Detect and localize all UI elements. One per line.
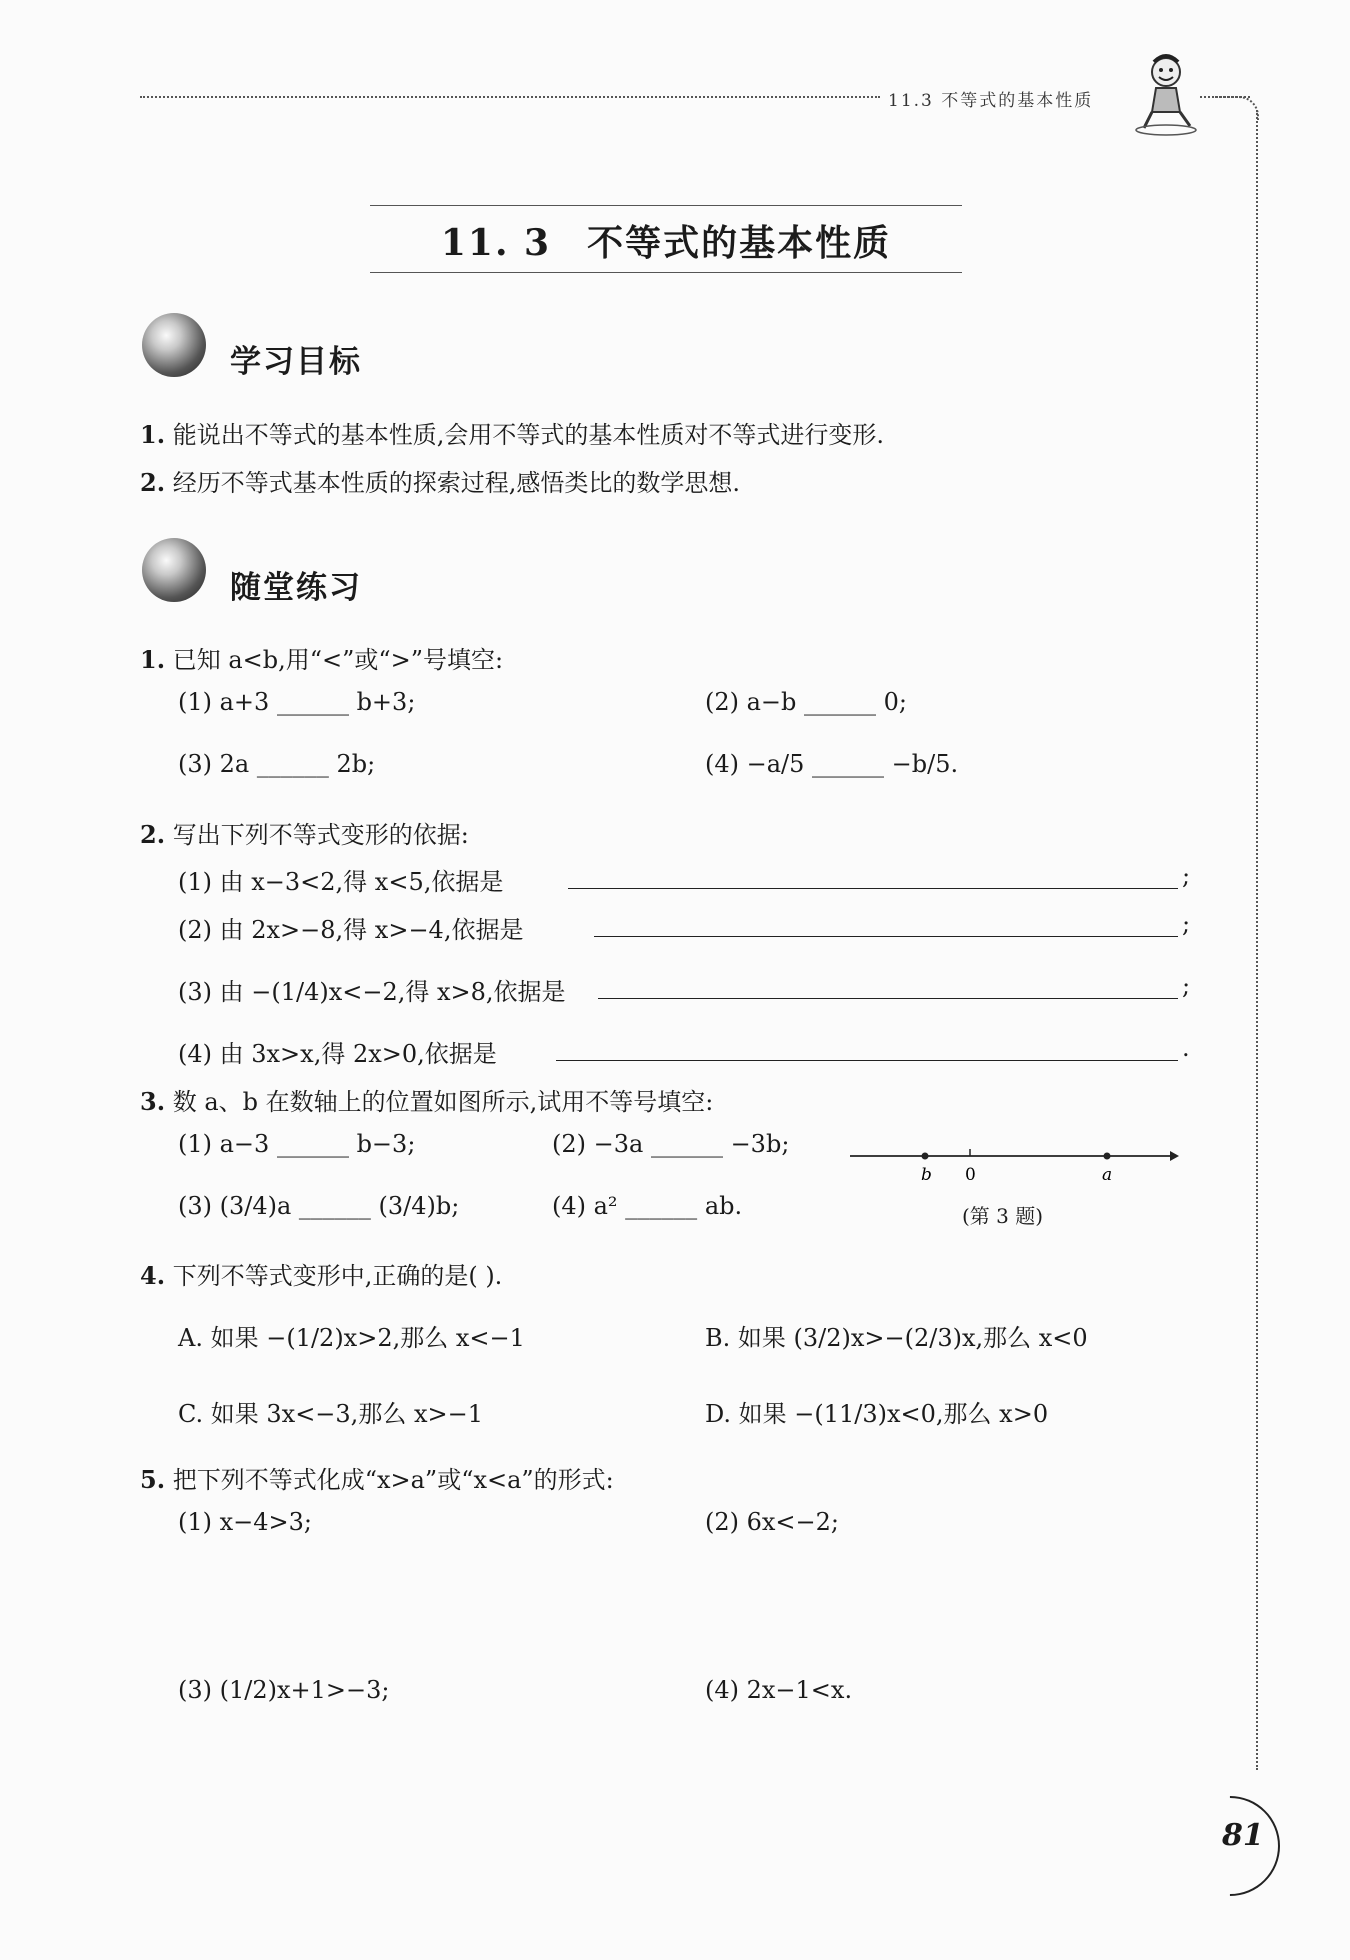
q3-part-2: (2) −3a ______ −3b; bbox=[552, 1130, 790, 1158]
goal-item: 1. 能说出不等式的基本性质,会用不等式的基本性质对不等式进行变形. bbox=[140, 420, 884, 449]
q4-option-b[interactable]: B. 如果 (3/2)x>−(2/3)x,那么 x<0 bbox=[705, 1324, 1088, 1352]
punct: ; bbox=[1182, 862, 1191, 890]
mascot-icon bbox=[1130, 52, 1202, 136]
q5-part-4: (4) 2x−1<x. bbox=[705, 1676, 853, 1704]
q3-part-1: (1) a−3 ______ b−3; bbox=[178, 1130, 416, 1158]
goal-item: 2. 经历不等式基本性质的探索过程,感悟类比的数学思想. bbox=[140, 468, 740, 497]
margin-rule-corner bbox=[1215, 96, 1259, 120]
q1-part-1: (1) a+3 ______ b+3; bbox=[178, 688, 416, 716]
section-title bbox=[370, 215, 962, 266]
q5-part-1: (1) x−4>3; bbox=[178, 1508, 313, 1536]
section-number: 11. 3 bbox=[440, 222, 552, 264]
question-2-stem: 2. 写出下列不等式变形的依据: bbox=[140, 820, 469, 849]
question-4-stem: 4. 下列不等式变形中,正确的是( ). bbox=[140, 1261, 503, 1290]
number-line-figure bbox=[845, 1140, 1180, 1190]
answer-line[interactable] bbox=[568, 888, 1178, 889]
q1-part-4: (4) −a/5 ______ −b/5. bbox=[705, 750, 959, 778]
answer-line[interactable] bbox=[556, 1060, 1178, 1061]
q1-part-3: (3) 2a ______ 2b; bbox=[178, 750, 376, 778]
q2-part-2: (2) 由 2x>−8,得 x>−4,依据是 bbox=[178, 916, 524, 944]
q2-part-4: (4) 由 3x>x,得 2x>0,依据是 bbox=[178, 1040, 497, 1068]
globe-icon bbox=[142, 313, 206, 377]
point-b bbox=[922, 1153, 929, 1160]
punct: . bbox=[1182, 1034, 1190, 1062]
q2-part-1: (1) 由 x−3<2,得 x<5,依据是 bbox=[178, 868, 504, 896]
punct: ; bbox=[1182, 972, 1191, 1000]
answer-line[interactable] bbox=[594, 936, 1178, 937]
q5-part-2: (2) 6x<−2; bbox=[705, 1508, 840, 1536]
label-b: b bbox=[921, 1165, 932, 1185]
label-zero: 0 bbox=[965, 1165, 976, 1185]
q1-part-2: (2) a−b ______ 0; bbox=[705, 688, 908, 716]
q5-part-3: (3) (1/2)x+1>−3; bbox=[178, 1676, 390, 1704]
running-header: 11.3 不等式的基本性质 bbox=[888, 91, 1094, 111]
q4-option-d[interactable]: D. 如果 −(11/3)x<0,那么 x>0 bbox=[705, 1400, 1049, 1428]
q2-part-3: (3) 由 −(1/4)x<−2,得 x>8,依据是 bbox=[178, 978, 566, 1006]
axis-arrow bbox=[1170, 1151, 1179, 1161]
page-number: 81 bbox=[1222, 1818, 1264, 1853]
header-dotted-rule bbox=[140, 96, 880, 98]
question-5-stem: 5. 把下列不等式化成“x>a”或“x<a”的形式: bbox=[140, 1465, 614, 1494]
q4-option-a[interactable]: A. 如果 −(1/2)x>2,那么 x<−1 bbox=[178, 1324, 525, 1352]
question-3-stem: 3. 数 a、b 在数轴上的位置如图所示,试用不等号填空: bbox=[140, 1087, 714, 1116]
point-a bbox=[1104, 1153, 1111, 1160]
margin-dotted-rule bbox=[1256, 110, 1258, 1770]
q3-part-4: (4) a² ______ ab. bbox=[552, 1192, 743, 1220]
figure-caption: (第 3 题) bbox=[962, 1204, 1044, 1228]
globe-icon bbox=[142, 538, 206, 602]
punct: ; bbox=[1182, 910, 1191, 938]
practice-heading: 随堂练习 bbox=[230, 570, 362, 606]
question-1-stem: 1. 已知 a<b,用“<”或“>”号填空: bbox=[140, 645, 504, 674]
section-name: 不等式的基本性质 bbox=[587, 223, 892, 264]
q4-option-c[interactable]: C. 如果 3x<−3,那么 x>−1 bbox=[178, 1400, 483, 1428]
q3-part-3: (3) (3/4)a ______ (3/4)b; bbox=[178, 1192, 460, 1220]
goals-heading: 学习目标 bbox=[230, 344, 362, 380]
answer-line[interactable] bbox=[598, 998, 1178, 999]
label-a: a bbox=[1102, 1165, 1113, 1185]
